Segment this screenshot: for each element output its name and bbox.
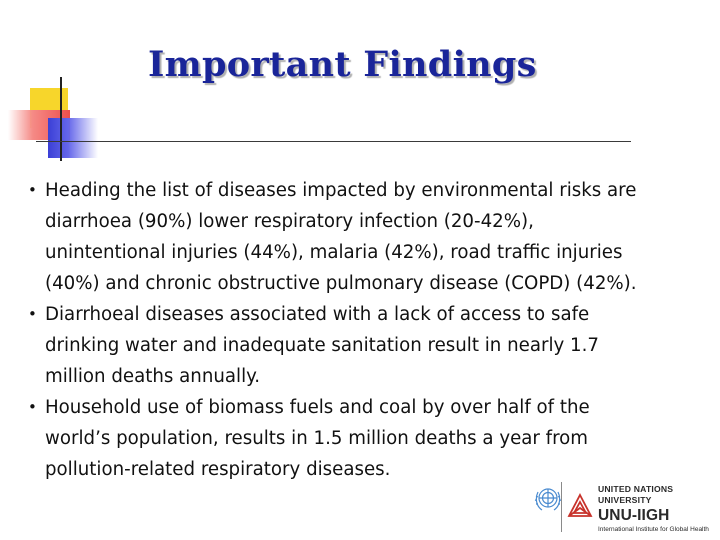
bullet-line: Heading the list of diseases impacted by environmental risks are [45,180,637,201]
bullet-line: Household use of biomass fuels and coal by over half of the [45,397,590,418]
footer-logos [528,480,720,540]
unu-iigh-wordmark [598,484,709,534]
bullet-line: unintentional injuries (44%), malaria (42%), road traffic injuries [45,242,623,263]
bullet-line: diarrhoea (90%) lower respiratory infection (20-42%), [45,211,534,232]
bullet-line: world’s population, results in 1.5 million deaths a year from [45,428,589,449]
logo-line-1: UNITED NATIONS [598,484,674,494]
unu-logo-icon [566,492,594,522]
bullet-item [28,392,708,485]
bullet-list [28,175,708,485]
bullet-marker: • [28,398,37,416]
bullet-line: pollution-related respiratory diseases. [45,459,391,480]
bullet-marker: • [28,305,37,323]
slide-title: Important Findings [148,44,537,85]
bullet-line: (40%) and chronic obstructive pulmonary disease (COPD) (42%). [45,273,637,294]
logo-line-2: UNIVERSITY [598,495,652,505]
decorative-vertical-line [60,77,62,161]
bullet-line: drinking water and inadequate sanitation result in nearly 1.7 [45,335,599,356]
decorative-blue-square [48,118,98,158]
bullet-item [28,299,708,392]
bullet-marker: • [28,181,37,199]
title-underline [36,141,631,142]
logo-divider [561,482,562,532]
logo-line-3: UNU-IIGH [598,507,670,524]
un-emblem-icon [532,482,564,518]
bullet-line: Diarrhoeal diseases associated with a lack of access to safe [45,304,590,325]
logo-line-4: International Institute for Global Health [598,526,709,533]
bullet-item [28,175,708,299]
bullet-line: million deaths annually. [45,366,261,387]
